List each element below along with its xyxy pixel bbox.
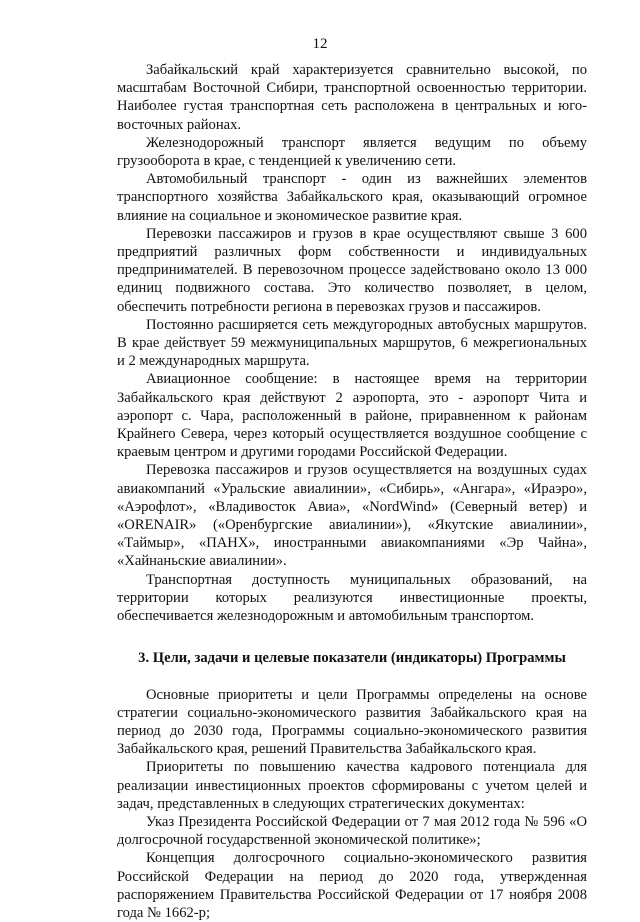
page-number: 12 [312, 36, 328, 52]
paragraph-road-transport: Автомобильный транспорт - один из важнейших элементов транспортного хозяйства Забайкальского края, оказывающий огромное влияние на социальное и экономическое развитие края. [117, 171, 587, 224]
paragraph-priorities: Основные приоритеты и цели Программы определены на основе стратегии социально-экономического развития Забайкальского края на период до 2030 года, Программы социально-экономического развития Забайкальского края, решений Правительства Забайкальского края. [117, 686, 587, 758]
paragraph-bus-routes: Постоянно расширяется сеть междугородных автобусных маршрутов. В крае действует 59 межмуниципальных маршрутов, 6 межрегиональных и 2 международных маршрута. [117, 316, 587, 370]
paragraph-transport-overview: Забайкальский край характеризуется сравнительно высокой, по масштабам Восточной Сибири, транспортной освоенностью территории. Наиболее густая транспортная сеть расположена в центральных и юго-восточных районах. [117, 62, 587, 133]
paragraph-airlines: Перевозка пассажиров и грузов осуществляется на воздушных судах авиакомпаний «Уральские авиалинии», «Сибирь», «Ангара», «Ираэро», «Аэрофлот», «Владивосток Авиа», «NordWind» (Северный ветер) и «ORENAIR» («Оренбургские авиалинии»), «Якутские авиалинии», «Таймыр», «ПАНХ», иностранными авиакомпаниями «Эр Чайна», «Хайнаньские авиалинии». [117, 462, 587, 570]
section-heading: 3. Цели, задачи и целевые показатели (индикаторы) Программы [138, 650, 566, 667]
document-body [117, 61, 587, 922]
paragraph-railway: Железнодорожный транспорт является ведущим по объему грузооборота в крае, с тенденцией к увеличению сети. [117, 134, 587, 170]
paragraph-personnel: Приоритеты по повышению качества кадрового потенциала для реализации инвестиционных проектов сформированы с учетом целей и задач, представленных в следующих стратегических документах: [117, 759, 587, 812]
paragraph-carriers: Перевозки пассажиров и грузов в крае осуществляют свыше 3 600 предприятий различных форм собственности и индивидуальных предпринимателей. В перевозочном процессе задействовано около 13 000 единиц подвижного состава. Это количество позволяет, в целом, обеспечить потребности региона в перевозках грузов и пассажиров. [117, 225, 587, 315]
paragraph-decree: Указ Президента Российской Федерации от 7 мая 2012 года № 596 «О долгосрочной государственной экономической политике»; [117, 813, 587, 849]
heading-spacer [117, 668, 587, 686]
paragraph-aviation: Авиационное сообщение: в настоящее время на территории Забайкальского края действуют 2 аэропорта, это - аэропорт Чита и аэропорт с. Чара, расположенный в районе, приравненном к районам Крайнего Севера, через который осуществляется воздушное сообщение с краевым центром и другими городами Российской Федерации. [117, 371, 587, 461]
paragraph-accessibility: Транспортная доступность муниципальных образований, на территории которых реализуются инвестиционные проекты, обеспечивается железнодорожным и автомобильным транспортом. [117, 571, 587, 625]
paragraph-concept: Концепция долгосрочного социально-экономического развития Российской Федерации на период до 2020 года, утвержденная распоряжением Правительства Российской Федерации от 17 ноября 2008 года № 1662-р; [117, 850, 587, 921]
